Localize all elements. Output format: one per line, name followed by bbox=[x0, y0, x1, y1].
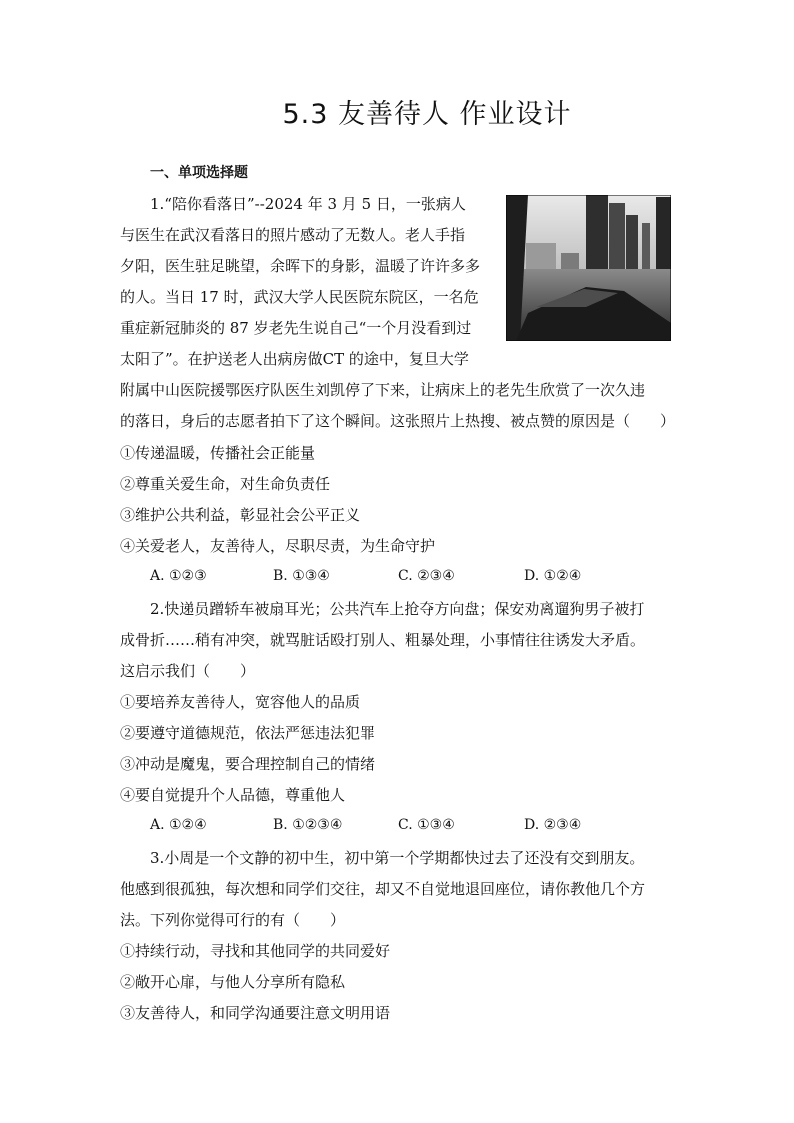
q2-line-3: 这启示我们（ ） bbox=[120, 662, 256, 680]
q1-option-d: D. ①②④ bbox=[524, 568, 582, 584]
q1-statement-4: ④关爱老人，友善待人，尽职尽责，为生命守护 bbox=[120, 537, 436, 555]
q3-statement-3: ③友善待人，和同学沟通要注意文明用语 bbox=[120, 1004, 391, 1022]
q2-option-d: D. ②③④ bbox=[524, 817, 582, 833]
q3-statement-1: ①持续行动，寻找和其他同学的共同爱好 bbox=[120, 942, 391, 960]
sunset-photo bbox=[506, 195, 671, 341]
q1-statement-1: ①传递温暖，传播社会正能量 bbox=[120, 444, 316, 462]
q3-statement-2: ②敞开心扉，与他人分享所有隐私 bbox=[120, 973, 346, 991]
q1-line-5: 重症新冠肺炎的 87 岁老先生说自己“一个月没看到过 bbox=[120, 319, 472, 337]
q3-line-3: 法。下列你觉得可行的有（ ） bbox=[120, 911, 346, 929]
q2-statement-3: ③冲动是魔鬼，要合理控制自己的情绪 bbox=[120, 755, 376, 773]
q1-line-8: 的落日，身后的志愿者拍下了这个瞬间。这张照片上热搜、被点赞的原因是（ ） bbox=[120, 412, 676, 430]
q2-option-b: B. ①②③④ bbox=[273, 817, 343, 833]
q2-statement-1: ①要培养友善待人，宽容他人的品质 bbox=[120, 693, 361, 711]
q1-statement-2: ②尊重关爱生命，对生命负责任 bbox=[120, 475, 331, 493]
q1-option-c: C. ②③④ bbox=[398, 568, 455, 584]
q3-line-1: 3.小周是一个文静的初中生，初中第一个学期都快过去了还没有交到朋友。 bbox=[150, 849, 645, 867]
q1-line-3: 夕阳，医生驻足眺望，余晖下的身影，温暖了许许多多 bbox=[120, 257, 481, 275]
q1-option-b: B. ①③④ bbox=[273, 568, 330, 584]
q2-option-c: C. ①③④ bbox=[398, 817, 455, 833]
document-title: 5.3 友善待人 作业设计 bbox=[282, 99, 572, 130]
section-heading: 一、单项选择题 bbox=[150, 165, 248, 181]
q2-statement-2: ②要遵守道德规范，依法严惩违法犯罪 bbox=[120, 724, 376, 742]
q1-line-1: 1.“陪你看落日”--2024 年 3 月 5 日，一张病人 bbox=[150, 195, 466, 213]
q1-line-4: 的人。当日 17 时，武汉大学人民医院东院区，一名危 bbox=[120, 288, 479, 306]
q1-line-7: 附属中山医院援鄂医疗队医生刘凯停了下来，让病床上的老先生欣赏了一次久违 bbox=[120, 381, 646, 399]
q2-line-1: 2.快递员蹭轿车被扇耳光；公共汽车上抢夺方向盘；保安劝离遛狗男子被打 bbox=[150, 600, 645, 618]
q2-statement-4: ④要自觉提升个人品德，尊重他人 bbox=[120, 786, 346, 804]
q1-option-a: A. ①②③ bbox=[150, 568, 207, 584]
q1-line-2: 与医生在武汉看落日的照片感动了无数人。老人手指 bbox=[120, 226, 466, 244]
sunset-photo-image bbox=[506, 195, 671, 341]
q1-line-6: 太阳了”。在护送老人出病房做CT 的途中，复旦大学 bbox=[120, 350, 469, 368]
q2-option-a: A. ①②④ bbox=[150, 817, 207, 833]
q1-statement-3: ③维护公共利益，彰显社会公平正义 bbox=[120, 506, 361, 524]
q3-line-2: 他感到很孤独，每次想和同学们交往，却又不自觉地退回座位，请你教他几个方 bbox=[120, 880, 646, 898]
q2-line-2: 成骨折……稍有冲突，就骂脏话殴打别人、粗暴处理，小事情往往诱发大矛盾。 bbox=[120, 631, 646, 649]
